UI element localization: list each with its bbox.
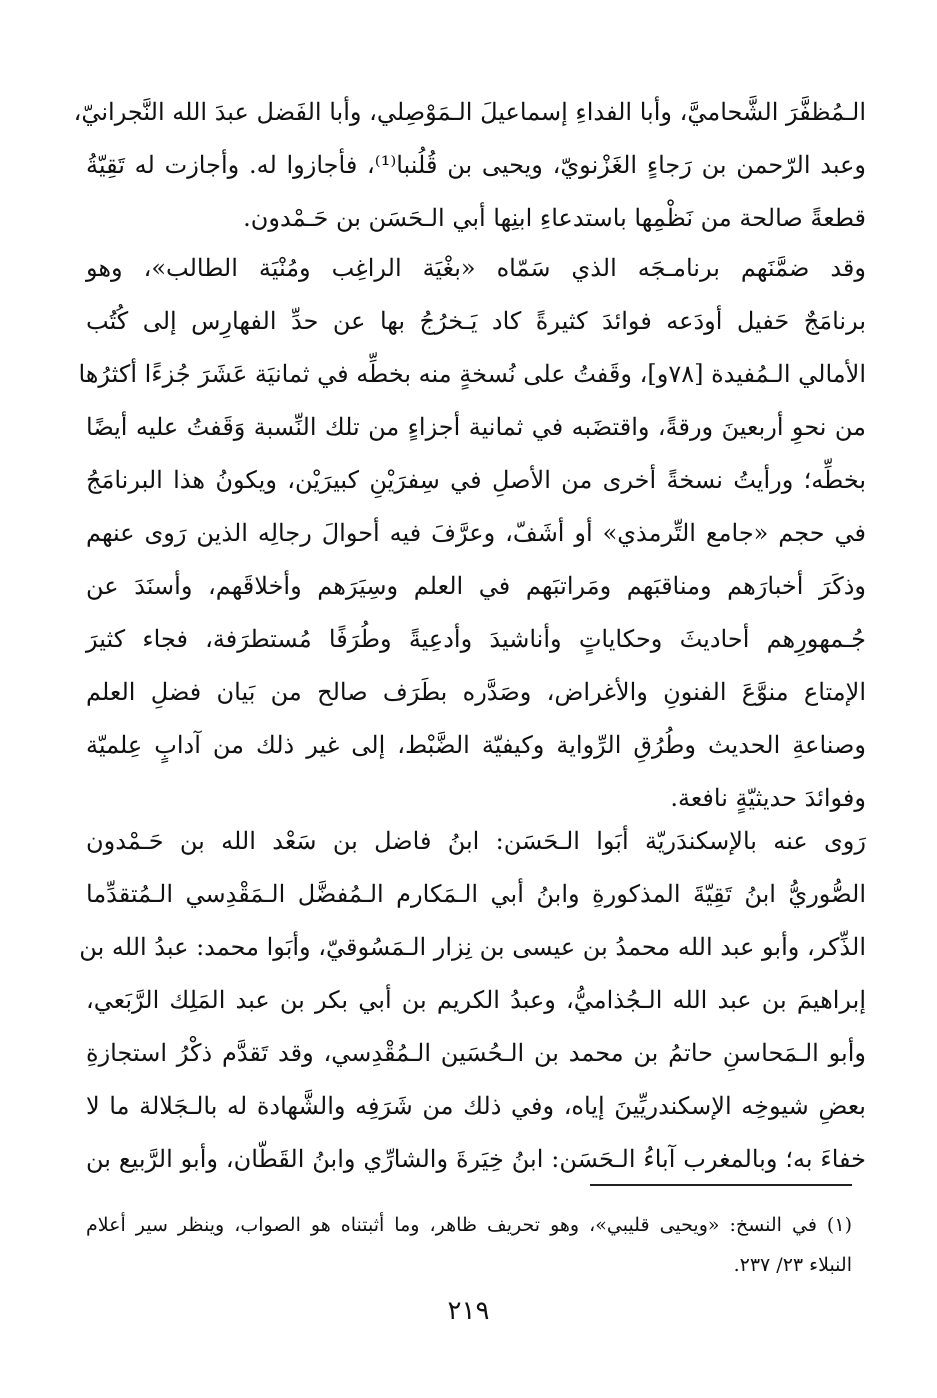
text-line: الـمُظفَّرَ الشَّحاميَّ، وأبا الفداءِ إسماعيلَ الـمَوْصِلي، وأبا الفَضل عبدَ الله النَّجرانيّ،: [73, 98, 866, 126]
text-line: بعضِ شيوخِه الإسكندريِّينَ إياه، وفي ذلك من شَرَفِه والشَّهادة له بالـجَلالة ما لا: [86, 1092, 866, 1120]
footnotes: [86, 1205, 852, 1285]
text-line: وأبو الـمَحاسنِ حاتمُ بن محمد بن الـحُسَين الـمُقْدِسي، وقد تَقدَّم ذكْرُ استجازةِ: [86, 1039, 866, 1067]
paragraph-1: [73, 86, 866, 245]
text-line: جُـمهورِهم أحاديثَ وحكاياتٍ وأناشيدَ وأدعِيةً وطُرَفًا مُستطرَفة، فجاء كثيرَ: [86, 625, 866, 653]
text-line: وصناعةِ الحديث وطُرُقِ الرِّواية وكيفيّة الضَّبْط، إلى غير ذلك من آدابٍ عِلميّة: [86, 731, 866, 759]
text-line: الذِّكر، وأبو عبد الله محمدُ بن عيسى بن نِزار الـمَسُوقيّ، وأبَوا محمد: عبدُ الله بن: [79, 933, 866, 961]
text-line: خفاءَ به؛ وبالمغرب آباءُ الـحَسَن: ابنُ خِيَرةَ والشارِّي وابنُ القَطّان، وأبو الرَّبيع بن: [86, 1145, 866, 1173]
text-line: إبراهيمَ بن عبد الله الـجُذاميُّ، وعبدُ الكريم بن أبي بكر بن عبد المَلِك الرَّبَعي،: [86, 986, 866, 1014]
text-line: رَوى عنه بالإسكندَريّة أبَوا الـحَسَن: ابنُ فاضل بن سَعْد الله بن حَـمْدون: [86, 827, 866, 855]
text-line: في حجم «جامع التِّرمذي» أو أشَفّ، وعرَّفَ فيه أحوالَ رجالِه الذين رَوى عنهم: [86, 519, 866, 547]
page-number: ٢١٩: [447, 1296, 490, 1326]
paragraph-2: [78, 242, 866, 825]
footnote-line: (١) في النسخ: «ويحيى قليبي»، وهو تحريف ظاهر، وما أثبتناه هو الصواب، وينظر سير أعلام: [86, 1214, 852, 1236]
text-line: الصُّوريُّ ابنُ تَقِيّةَ المذكورةِ وابنُ أبي الـمَكارم الـمُفضَّل الـمَقْدِسي الـمُتقدِّما: [86, 880, 866, 908]
text-line: وذكَرَ أخبارَهم ومناقبَهم ومَراتبَهم في العلم وسِيَرَهم وأخلاقَهم، وأسنَدَ عن: [86, 572, 866, 600]
text-line: وقد ضمَّنَهم برنامـجَه الذي سَمّاه «بغْيَة الراغِب ومُنْيَة الطالب»، وهو: [86, 254, 866, 282]
text-line: برنامَجٌ حَفيل أودَعه فوائدَ كثيرةً كاد يَـخرُجُ بها عن حدِّ الفهارِس إلى كُتُب: [86, 307, 866, 335]
text-line: بخطِّه؛ ورأيتُ نسخةً أخرى من الأصلِ في سِفرَيْنِ كبيرَيْن، ويكونُ هذا البرنامَجُ: [86, 466, 866, 494]
text-line: وعبد الرّحمن بن رَجاءٍ الغَزْنويّ، ويحيى بن قُلُنبا⁽¹⁾، فأجازوا له. وأجازت له تَقِيّةُ: [86, 151, 866, 179]
footnote-separator: [590, 1184, 852, 1186]
text-line: الإمتاع منوَّعَ الفنونِ والأغراض، وصَدَّره بطَرَف صالح من بَيان فضلِ العلم: [86, 678, 866, 706]
footnote-line: النبلاء ٢٣/ ٢٣٧.: [733, 1254, 852, 1276]
paragraph-3: [79, 815, 866, 1186]
text-line: الأمالي الـمُفيدة [٧٨و]، وقَفتُ على نُسخةٍ منه بخطِّه في ثمانيَة عَشَرَ جُزءًا أكثرُها: [78, 360, 866, 388]
text-line: وفوائدَ حديثيّةٍ نافعة.: [670, 784, 866, 812]
text-line: من نحوِ أربعينَ ورقةً، واقتضَبه في ثمانية أجزاءٍ من تلك النِّسبة وَقَفتُ عليه أيضًا: [86, 413, 866, 441]
text-line: قطعةً صالحة من نَظْمِها باستدعاءِ ابنِها أبي الـحَسَن بن حَـمْدون.: [243, 204, 866, 232]
